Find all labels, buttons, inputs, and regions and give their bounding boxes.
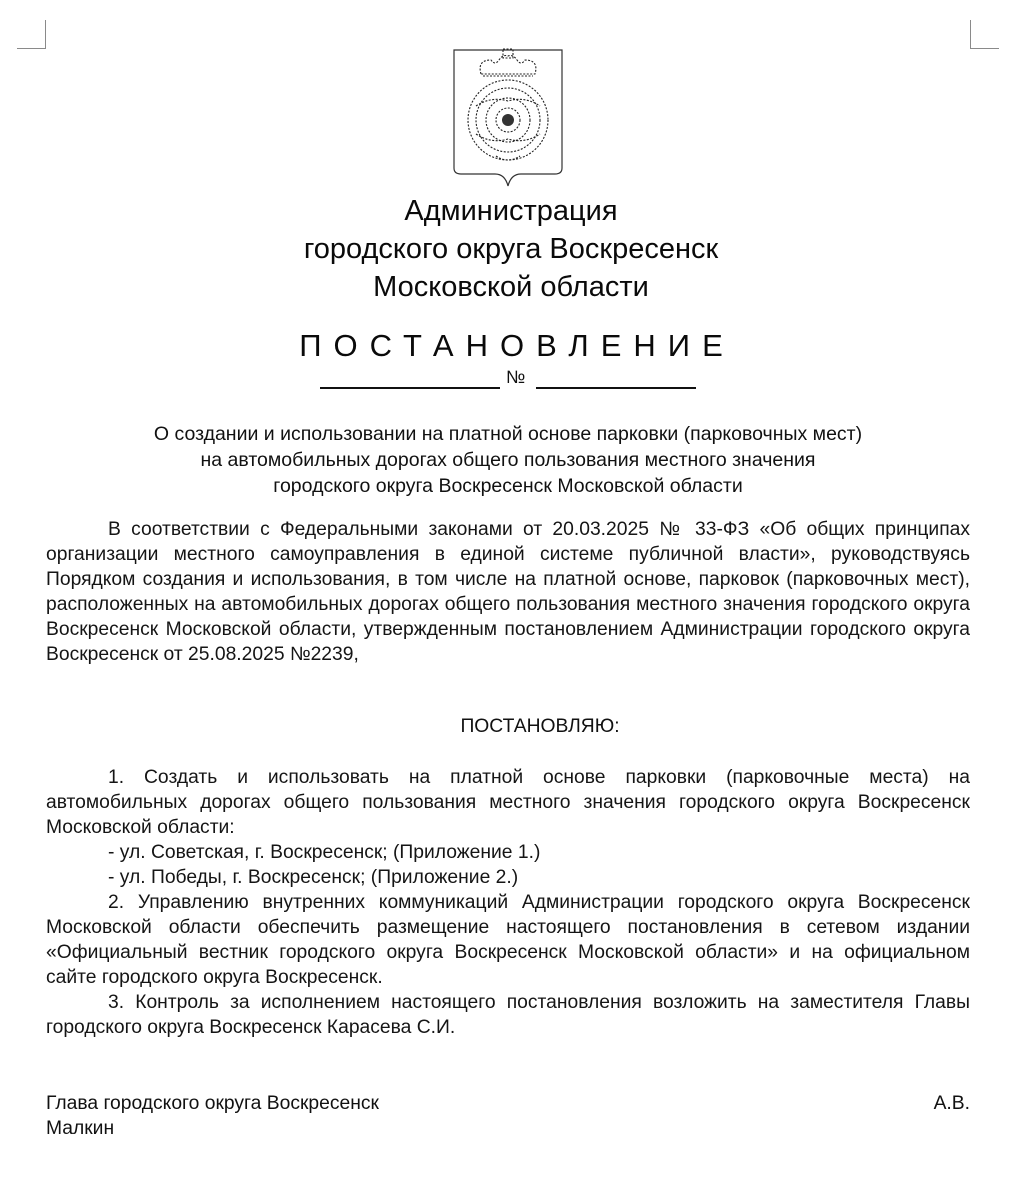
signatory-position: Глава городского округа Воскресенск — [46, 1093, 379, 1114]
preamble-paragraph: В соответствии с Федеральными законами от 20.03.2025 № 33-ФЗ «Об общих принципах организации местного самоуправления в единой системе публичной власти», руководствуясь Порядком создания и использования, в том числе на платной основе, парковок (парковочных мест), расположенных на автомобильных дорогах общего пользования местного значения городского округа Воскресенск Московской области, утвержденным постановлением Администрации городского округа Воскресенск от 25.08.2025 №2239, — [46, 519, 970, 665]
number-sign: № — [506, 367, 526, 387]
decree-item-3: 3. Контроль за исполнением настоящего постановления возложить на заместителя Главы городского округа Воскресенск Карасева С.И. — [46, 992, 970, 1038]
organization-line: Администрация — [404, 195, 618, 227]
document-type-title: ПОСТАНОВЛЕНИЕ — [299, 328, 735, 363]
signatory-initials: А.В. — [933, 1093, 970, 1114]
page-corner-mark-top-right — [970, 20, 999, 49]
coat-of-arms-emblem-icon — [451, 46, 565, 190]
page-corner-mark-top-left — [17, 20, 46, 49]
subject-line: О создании и использовании на платной основе парковки (парковочных мест) — [153, 423, 863, 445]
organization-name — [0, 192, 1022, 306]
organization-line: городского округа Воскресенск — [303, 233, 719, 265]
preamble-block — [46, 517, 970, 667]
document-number-line — [320, 369, 696, 391]
signatory-surname: Малкин — [46, 1118, 115, 1139]
subject-line: городского округа Воскресенск Московской области — [273, 475, 743, 497]
decree-items — [46, 765, 970, 1040]
decree-word: ПОСТАНОВЛЯЮ: — [460, 716, 620, 737]
organization-line: Московской области — [373, 271, 649, 303]
date-blank-line — [320, 387, 500, 389]
decree-item-1: 1. Создать и использовать на платной основе парковки (парковочные места) на автомобильных дорогах общего пользования местного значения городского округа Воскресенск Московской области: — [46, 767, 970, 838]
number-blank-line — [536, 387, 696, 389]
decree-item-2: 2. Управлению внутренних коммуникаций Администрации городского округа Воскресенск Московской области обеспечить размещение настоящего постановления в сетевом издании «Официальный вестник городского округа Воскресенск Московской области» и на официальном сайте городского округа Воскресенск. — [46, 892, 970, 988]
document-subject — [46, 421, 970, 499]
decree-item-1-bullet: - ул. Победы, г. Воскресенск; (Приложение 2.) — [108, 867, 519, 888]
decree-item-1-bullet: - ул. Советская, г. Воскресенск; (Приложение 1.) — [108, 842, 541, 863]
subject-line: на автомобильных дорогах общего пользования местного значения — [200, 449, 816, 471]
